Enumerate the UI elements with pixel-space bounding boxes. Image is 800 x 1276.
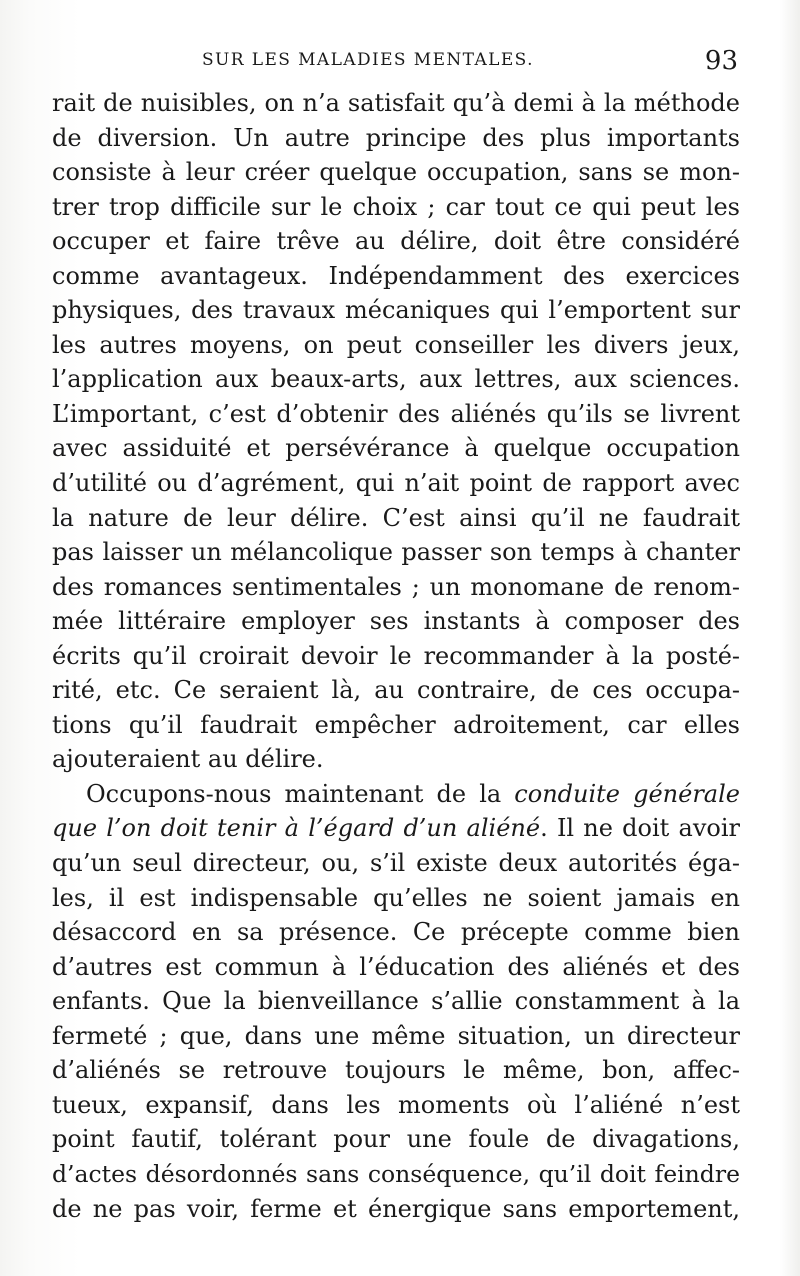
body-text [52,86,740,1226]
text-line: d’utilité ou d’agrément, qui n’ait point de rapport avec [52,469,740,498]
paragraph-end-line: ajouteraient au délire. [52,745,324,774]
text-line: écrits qu’il croirait devoir le recommander à la posté- [52,641,740,670]
text-line: tueux, expansif, dans les moments où l’aliéné n’est [52,1090,740,1119]
text-line: pas laisser un mélancolique passer son temps à chanter [52,538,740,567]
text-line: fermeté ; que, dans une même situation, un directeur [52,1021,740,1050]
text-line: l’application aux beaux-arts, aux lettres, aux sciences. [52,365,740,394]
text-line: physiques, des travaux mécaniques qui l’emportent sur [52,296,740,325]
italic-phrase: conduite générale [514,779,740,808]
text-line: consiste à leur créer quelque occupation, sans se mon- [52,158,740,187]
text-segment: Occupons-nous maintenant de la [86,779,515,808]
text-line: d’actes désordonnés sans conséquence, qu’il doit feindre [52,1159,740,1188]
text-line: de ne pas voir, ferme et énergique sans emportement, [52,1194,740,1223]
text-line: L’important, c’est d’obtenir des aliénés qu’ils se livrent [52,399,740,428]
text-line: désaccord en sa présence. Ce précepte comme bien [52,918,740,947]
text-line: d’autres est commun à l’éducation des aliénés et des [52,952,740,981]
text-line: rité, etc. Ce seraient là, au contraire, de ces occupa- [52,676,740,705]
italic-phrase: que l’on doit tenir à l’égard d’un aliéné [52,814,541,843]
text-line: trer trop difficile sur le choix ; car tout ce qui peut les [52,192,740,221]
text-line: d’aliénés se retrouve toujours le même, bon, affec- [52,1056,740,1085]
text-line: tions qu’il faudrait empêcher adroitement, car elles [52,710,740,739]
text-line: point fautif, tolérant pour une foule de divagations, [52,1125,740,1154]
text-line: la nature de leur délire. C’est ainsi qu’il ne faudrait [52,503,740,532]
text-line: comme avantageux. Indépendamment des exercices [52,261,740,290]
text-line: de diversion. Un autre principe des plus importants [52,123,740,152]
text-line: rait de nuisibles, on n’a satisfait qu’à demi à la méthode [52,89,740,117]
text-line: des romances sentimentales ; un monomane de renom- [52,572,740,601]
text-line: qu’un seul directeur, ou, s’il existe deux autorités éga- [52,849,740,878]
text-line: enfants. Que la bienveillance s’allie constamment à la [52,987,740,1016]
text-line [52,811,740,846]
text-line: avec assiduité et persévérance à quelque occupation [52,434,740,463]
text-line: occuper et faire trêve au délire, doit être considéré [52,227,740,256]
page-number: 93 [704,46,738,76]
text-line: les, il est indispensable qu’elles ne soient jamais en [52,883,740,912]
text-segment: . Il ne doit avoir [540,814,740,843]
text-line: mée littéraire employer ses instants à composer des [52,607,740,636]
text-line: les autres moyens, on peut conseiller les divers jeux, [52,330,740,359]
running-head: SUR LES MALADIES MENTALES. [202,50,534,70]
paragraph-start-line [52,777,740,812]
page-header [52,46,740,76]
